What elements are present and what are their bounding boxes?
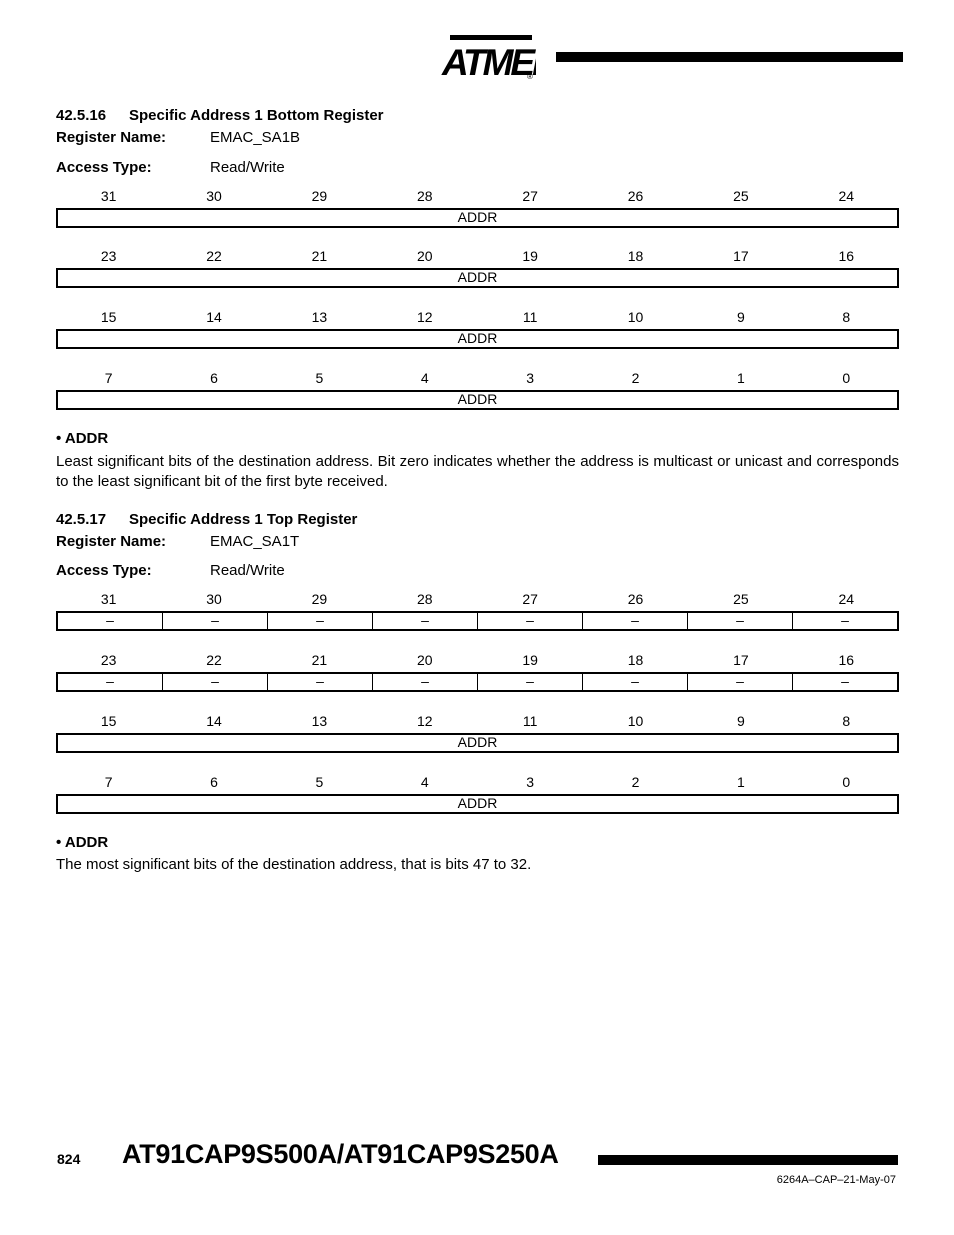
reserved-cell: – <box>267 674 372 690</box>
reserved-cell: – <box>267 613 372 629</box>
bit-number: 18 <box>627 652 644 668</box>
access-type-label: Access Type: <box>56 562 152 579</box>
bit-numbers <box>56 369 899 387</box>
register-table <box>56 247 899 288</box>
bit-number: 2 <box>631 774 640 790</box>
bit-number: 27 <box>522 188 538 204</box>
field-cells <box>56 733 899 753</box>
bit-number: 12 <box>417 309 433 325</box>
reserved-cell: – <box>477 613 582 629</box>
section-number: 42.5.16 <box>56 107 107 124</box>
reserved-cell: – <box>372 674 477 690</box>
bit-numbers <box>56 247 899 265</box>
register-row <box>56 651 899 692</box>
field-cells <box>56 611 899 631</box>
field-cells <box>56 672 899 692</box>
bit-number: 7 <box>104 370 113 386</box>
document-title: AT91CAP9S500A/AT91CAP9S250A <box>122 1139 559 1169</box>
register-row <box>56 773 899 814</box>
field-cell: ADDR <box>457 209 498 225</box>
bit-number: 26 <box>627 188 644 204</box>
register-name-value: EMAC_SA1B <box>210 129 301 146</box>
bit-number: 28 <box>417 591 433 607</box>
bit-number: 24 <box>838 591 855 607</box>
bit-number: 12 <box>417 713 433 729</box>
bit-number: 4 <box>420 370 429 386</box>
reserved-cell: – <box>162 613 267 629</box>
register-table <box>56 308 899 349</box>
page-number: 824 <box>57 1151 81 1167</box>
register-table <box>56 369 899 410</box>
reserved-cell: – <box>582 613 687 629</box>
bit-number: 10 <box>627 309 644 325</box>
bit-number: 25 <box>733 591 749 607</box>
bit-number: 15 <box>100 713 117 729</box>
bit-numbers <box>56 590 899 608</box>
bit-numbers <box>56 712 899 730</box>
bit-number: 18 <box>627 248 644 264</box>
field-cell: ADDR <box>457 734 498 750</box>
bit-number: 28 <box>417 188 433 204</box>
bit-number: 13 <box>311 309 328 325</box>
register-name-label: Register Name: <box>56 533 167 550</box>
bit-number: 31 <box>100 591 117 607</box>
bit-number: 21 <box>311 248 328 264</box>
register-row <box>56 590 899 631</box>
reserved-cell: – <box>792 674 897 690</box>
bit-number: 6 <box>210 774 218 790</box>
header-rule <box>556 52 903 62</box>
reserved-cell: – <box>792 613 897 629</box>
bit-number: 7 <box>104 774 113 790</box>
field-description: The most significant bits of the destination address, that is bits 47 to 32. <box>56 856 532 873</box>
bit-number: 6 <box>210 370 218 386</box>
document-reference: 6264A–CAP–21-May-07 <box>776 1174 896 1186</box>
bit-number: 29 <box>311 188 328 204</box>
bit-number: 19 <box>522 248 538 264</box>
section-title: Specific Address 1 Bottom Register <box>129 107 384 124</box>
section-title: Specific Address 1 Top Register <box>129 511 358 528</box>
register-table <box>56 187 899 228</box>
bit-number: 0 <box>842 370 851 386</box>
field-cell: ADDR <box>457 269 498 285</box>
bit-number: 17 <box>733 248 749 264</box>
bit-number: 26 <box>627 591 644 607</box>
bit-numbers <box>56 773 899 791</box>
bit-number: 14 <box>206 309 222 325</box>
bit-number: 1 <box>737 774 745 790</box>
section-heading <box>56 511 357 528</box>
bit-number: 5 <box>315 774 324 790</box>
bit-number: 23 <box>100 652 117 668</box>
bit-number: 17 <box>733 652 749 668</box>
reserved-cell: – <box>687 674 792 690</box>
bit-numbers <box>56 187 899 205</box>
reserved-cell: – <box>582 674 687 690</box>
bit-number: 13 <box>311 713 328 729</box>
bit-number: 24 <box>838 188 855 204</box>
field-cell: ADDR <box>457 391 498 407</box>
field-cells <box>56 268 899 288</box>
bit-number: 30 <box>206 188 222 204</box>
register-table <box>56 712 899 753</box>
bit-numbers <box>56 651 899 669</box>
bit-number: 1 <box>737 370 745 386</box>
bit-number: 9 <box>737 713 745 729</box>
svg-text:®: ® <box>527 72 533 81</box>
access-type-value: Read/Write <box>210 562 285 579</box>
bit-number: 0 <box>842 774 851 790</box>
bit-number: 20 <box>417 652 433 668</box>
bit-number: 3 <box>526 370 535 386</box>
register-table <box>56 651 899 692</box>
bit-number: 22 <box>206 248 222 264</box>
register-row <box>56 712 899 753</box>
bit-number: 29 <box>311 591 328 607</box>
bit-number: 16 <box>838 248 855 264</box>
access-type-label: Access Type: <box>56 159 152 176</box>
register-table <box>56 590 899 631</box>
field-bullet: • ADDR <box>56 834 109 851</box>
section-heading <box>56 107 384 124</box>
field-cells <box>56 794 899 814</box>
reserved-cell: – <box>162 674 267 690</box>
register-row <box>56 369 899 410</box>
register-row <box>56 247 899 288</box>
bit-number: 4 <box>420 774 429 790</box>
bit-number: 30 <box>206 591 222 607</box>
register-name-label: Register Name: <box>56 129 167 146</box>
register-name-value: EMAC_SA1T <box>210 533 300 550</box>
reserved-cell: – <box>106 612 114 628</box>
bit-number: 5 <box>315 370 324 386</box>
field-description: Least significant bits of the destination address. Bit zero indicates whether the address is multicast or unicast and corresponds to the least significant bit of the first byte received. <box>56 453 899 490</box>
bit-number: 25 <box>733 188 749 204</box>
bit-number: 20 <box>417 248 433 264</box>
atmel-logo <box>440 33 536 83</box>
svg-text:ATMEL: ATME <box>442 42 533 83</box>
bit-number: 15 <box>100 309 117 325</box>
bit-number: 3 <box>526 774 535 790</box>
bit-number: 16 <box>838 652 855 668</box>
bit-number: 11 <box>522 309 538 325</box>
field-cells <box>56 208 899 228</box>
bit-number: 19 <box>522 652 538 668</box>
reserved-cell: – <box>477 674 582 690</box>
field-bullet: • ADDR <box>56 430 109 447</box>
bit-number: 27 <box>522 591 538 607</box>
bit-number: 23 <box>100 248 117 264</box>
footer-rule <box>598 1155 898 1165</box>
bit-number: 31 <box>100 188 117 204</box>
bit-number: 9 <box>737 309 745 325</box>
bit-number: 8 <box>842 309 851 325</box>
reserved-cell: – <box>372 613 477 629</box>
bit-number: 14 <box>206 713 222 729</box>
bit-number: 22 <box>206 652 222 668</box>
access-type-value: Read/Write <box>210 159 285 176</box>
field-cell: ADDR <box>457 330 498 346</box>
register-row <box>56 308 899 349</box>
bit-number: 11 <box>522 713 538 729</box>
bit-number: 10 <box>627 713 644 729</box>
bit-number: 2 <box>631 370 640 386</box>
field-cells <box>56 329 899 349</box>
register-table <box>56 773 899 814</box>
reserved-cell: – <box>687 613 792 629</box>
section-number: 42.5.17 <box>56 511 107 528</box>
bit-number: 8 <box>842 713 851 729</box>
field-cell: ADDR <box>457 795 498 811</box>
bit-number: 21 <box>311 652 328 668</box>
reserved-cell: – <box>106 673 114 689</box>
register-row <box>56 187 899 228</box>
field-cells <box>56 390 899 410</box>
bit-numbers <box>56 308 899 326</box>
